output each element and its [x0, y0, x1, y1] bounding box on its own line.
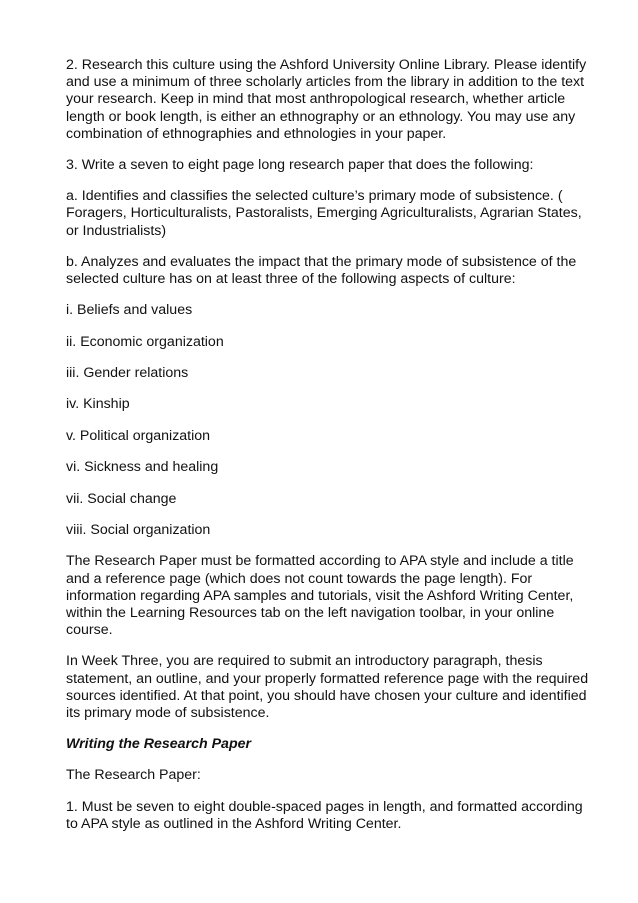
- document-page: [66, 57, 598, 847]
- paragraph-item-a: a. Identifies and classifies the selected culture’s primary mode of subsistence. ( Foragers, Horticulturalists, Pastoralists, Emerging Agriculturalists, Agrarian States, or Industrialists): [66, 188, 582, 239]
- list-item: vi. Sickness and healing: [66, 459, 219, 476]
- list-item: v. Political organization: [66, 427, 211, 444]
- list-item: vii. Social change: [66, 490, 177, 507]
- paragraph-write-instructions: 3. Write a seven to eight page long research paper that does the following:: [66, 157, 534, 174]
- list-item: iii. Gender relations: [66, 365, 189, 382]
- paragraph-research-paper-label: The Research Paper:: [66, 767, 201, 784]
- list-item: viii. Social organization: [66, 521, 211, 538]
- paragraph-apa-format: The Research Paper must be formatted according to APA style and include a title and a reference page (which does not count towards the page length). For information regarding APA samples and tutorials, visit the Ashford Writing Center, within the Learning Resources tab on the left navigation toolbar, in your online course.: [66, 553, 574, 639]
- section-heading: Writing the Research Paper: [66, 736, 252, 753]
- paragraph-week-three: In Week Three, you are required to submit an introductory paragraph, thesis statement, an outline, and your properly formatted reference page with the required sources identified. At that point, you should have chosen your culture and identified its primary mode of subsistence.: [66, 653, 589, 721]
- aspects-list: [66, 302, 598, 539]
- list-item: i. Beliefs and values: [66, 302, 193, 319]
- paragraph-research-instructions: 2. Research this culture using the Ashford University Online Library. Please identify and use a minimum of three scholarly articles from the library in addition to the text your research. Keep in mind that most anthropological research, whether article length or book length, is either an ethnography or an ethnology. You may use any combination of ethnographies and ethnologies in your paper.: [66, 57, 587, 142]
- list-item: ii. Economic organization: [66, 333, 224, 350]
- list-item: iv. Kinship: [66, 396, 130, 413]
- paragraph-requirement-one: 1. Must be seven to eight double-spaced pages in length, and formatted according to APA style as outlined in the Ashford Writing Center.: [66, 798, 583, 832]
- paragraph-item-b: b. Analyzes and evaluates the impact that the primary mode of subsistence of the selected culture has on at least three of the following aspects of culture:: [66, 253, 577, 288]
